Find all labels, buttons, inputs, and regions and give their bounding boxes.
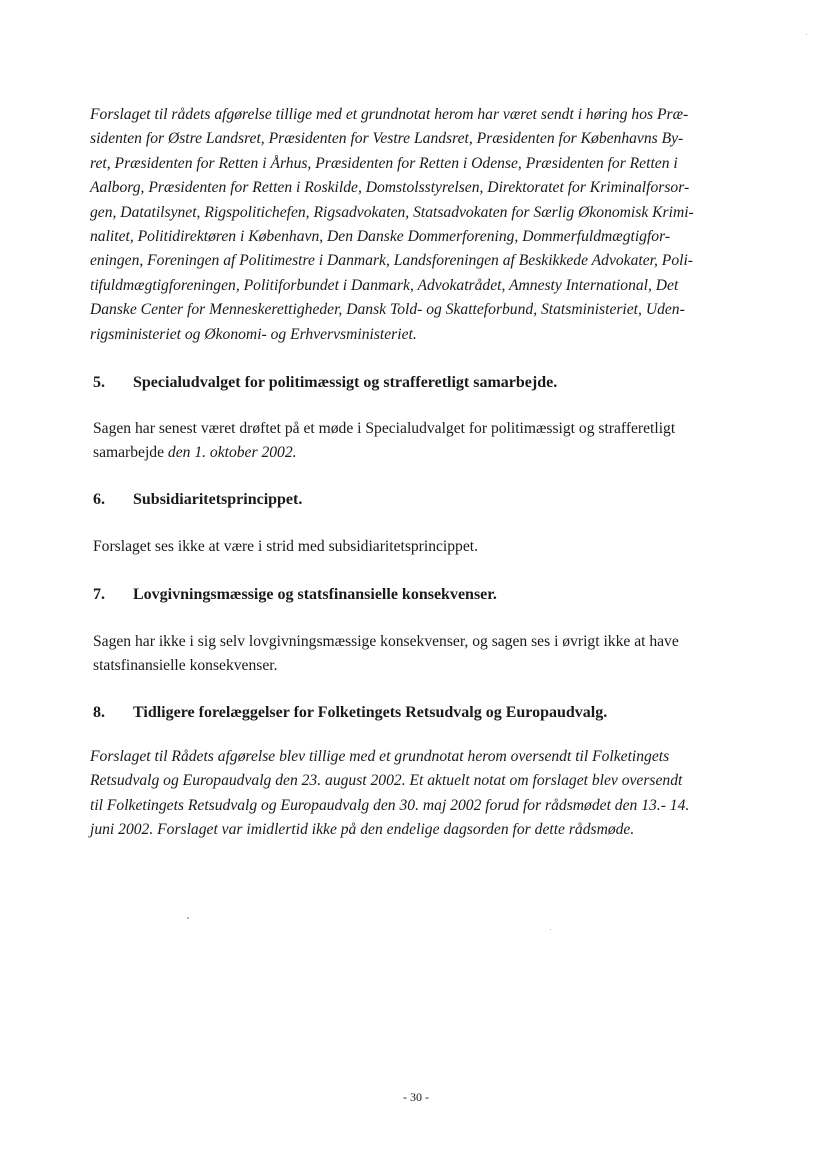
section-6-body bbox=[93, 535, 773, 559]
section-number: 8. bbox=[93, 704, 105, 721]
text-line: Danske Center for Menneskerettigheder, Dansk Told- og Skatteforbund, Statsministeriet, Uden- bbox=[90, 301, 685, 319]
meeting-date: den 1. oktober 2002. bbox=[167, 444, 297, 462]
text-line: Aalborg, Præsidenten for Retten i Roskilde, Domstolsstyrelsen, Direktoratet for Kriminalforsor- bbox=[90, 179, 690, 197]
hearing-paragraph bbox=[90, 103, 750, 347]
text-line: Retsudvalg og Europaudvalg den 23. august 2002. Et aktuelt notat om forslaget blev oversendt bbox=[90, 772, 683, 790]
text-line: statsfinansielle konsekvenser. bbox=[93, 657, 278, 675]
text-line: gen, Datatilsynet, Rigspolitichefen, Rigsadvokaten, Statsadvokaten for Særlig Økonomisk Krimi- bbox=[90, 203, 694, 221]
scan-speck bbox=[806, 34, 807, 35]
text-line: Forslaget til rådets afgørelse tillige med et grundnotat herom har været sendt i høring hos Præ- bbox=[90, 106, 689, 123]
text-line: Forslaget til Rådets afgørelse blev tillige med et grundnotat herom oversendt til Folketingets bbox=[90, 748, 670, 765]
text-segment: samarbejde bbox=[93, 444, 168, 462]
scan-speck bbox=[187, 917, 189, 919]
text-line: ret, Præsidenten for Retten i Århus, Præsidenten for Retten i Odense, Præsidenten for Retten i bbox=[90, 154, 678, 172]
section-number: 5. bbox=[93, 374, 105, 391]
section-number: 7. bbox=[93, 586, 105, 603]
text-line: Forslaget ses ikke at være i strid med subsidiaritetsprincippet. bbox=[93, 538, 479, 555]
text-line: tifuldmægtigforeningen, Politiforbundet i Danmark, Advokatrådet, Amnesty International, Det bbox=[90, 276, 679, 294]
scan-speck bbox=[550, 929, 551, 930]
section-title: Subsidiaritetsprincippet. bbox=[133, 491, 303, 508]
section-6-heading bbox=[93, 490, 302, 510]
section-7-body bbox=[93, 630, 773, 679]
text-line: eningen, Foreningen af Politimestre i Danmark, Landsforeningen af Beskikkede Advokater, Poli- bbox=[90, 252, 693, 270]
text-line: sidenten for Østre Landsret, Præsidenten for Vestre Landsret, Præsidenten for Københavns By- bbox=[90, 130, 684, 148]
section-7-heading bbox=[93, 585, 497, 605]
text-line: Sagen har ikke i sig selv lovgivningsmæssige konsekvenser, og sagen ses i øvrigt ikke at have bbox=[93, 633, 679, 650]
section-title: Specialudvalget for politimæssigt og strafferetligt samarbejde. bbox=[133, 374, 558, 391]
section-8-heading bbox=[93, 703, 607, 723]
text-line: til Folketingets Retsudvalg og Europaudvalg den 30. maj 2002 forud for rådsmødet den 13.- 14. bbox=[90, 796, 690, 814]
section-5-heading bbox=[93, 373, 557, 393]
section-number: 6. bbox=[93, 491, 105, 508]
text-line: nalitet, Politidirektøren i København, Den Danske Dommerforening, Dommerfuldmægtigfor- bbox=[90, 228, 671, 246]
section-title: Lovgivningsmæssige og statsfinansielle konsekvenser. bbox=[133, 586, 497, 603]
text-line: Sagen har senest været drøftet på et møde i Specialudvalget for politimæssigt og strafferetligt bbox=[93, 420, 676, 437]
page-number: - 30 - bbox=[403, 1090, 429, 1104]
text-line: rigsministeriet og Økonomi- og Erhvervsministeriet. bbox=[90, 325, 417, 343]
section-title: Tidligere forelæggelser for Folketingets Retsudvalg og Europaudvalg. bbox=[133, 704, 608, 721]
text-line bbox=[93, 441, 773, 465]
section-8-body bbox=[90, 745, 770, 843]
text-line: juni 2002. Forslaget var imidlertid ikke på den endelige dagsorden for dette rådsmøde. bbox=[90, 821, 635, 839]
section-5-body bbox=[93, 417, 773, 466]
